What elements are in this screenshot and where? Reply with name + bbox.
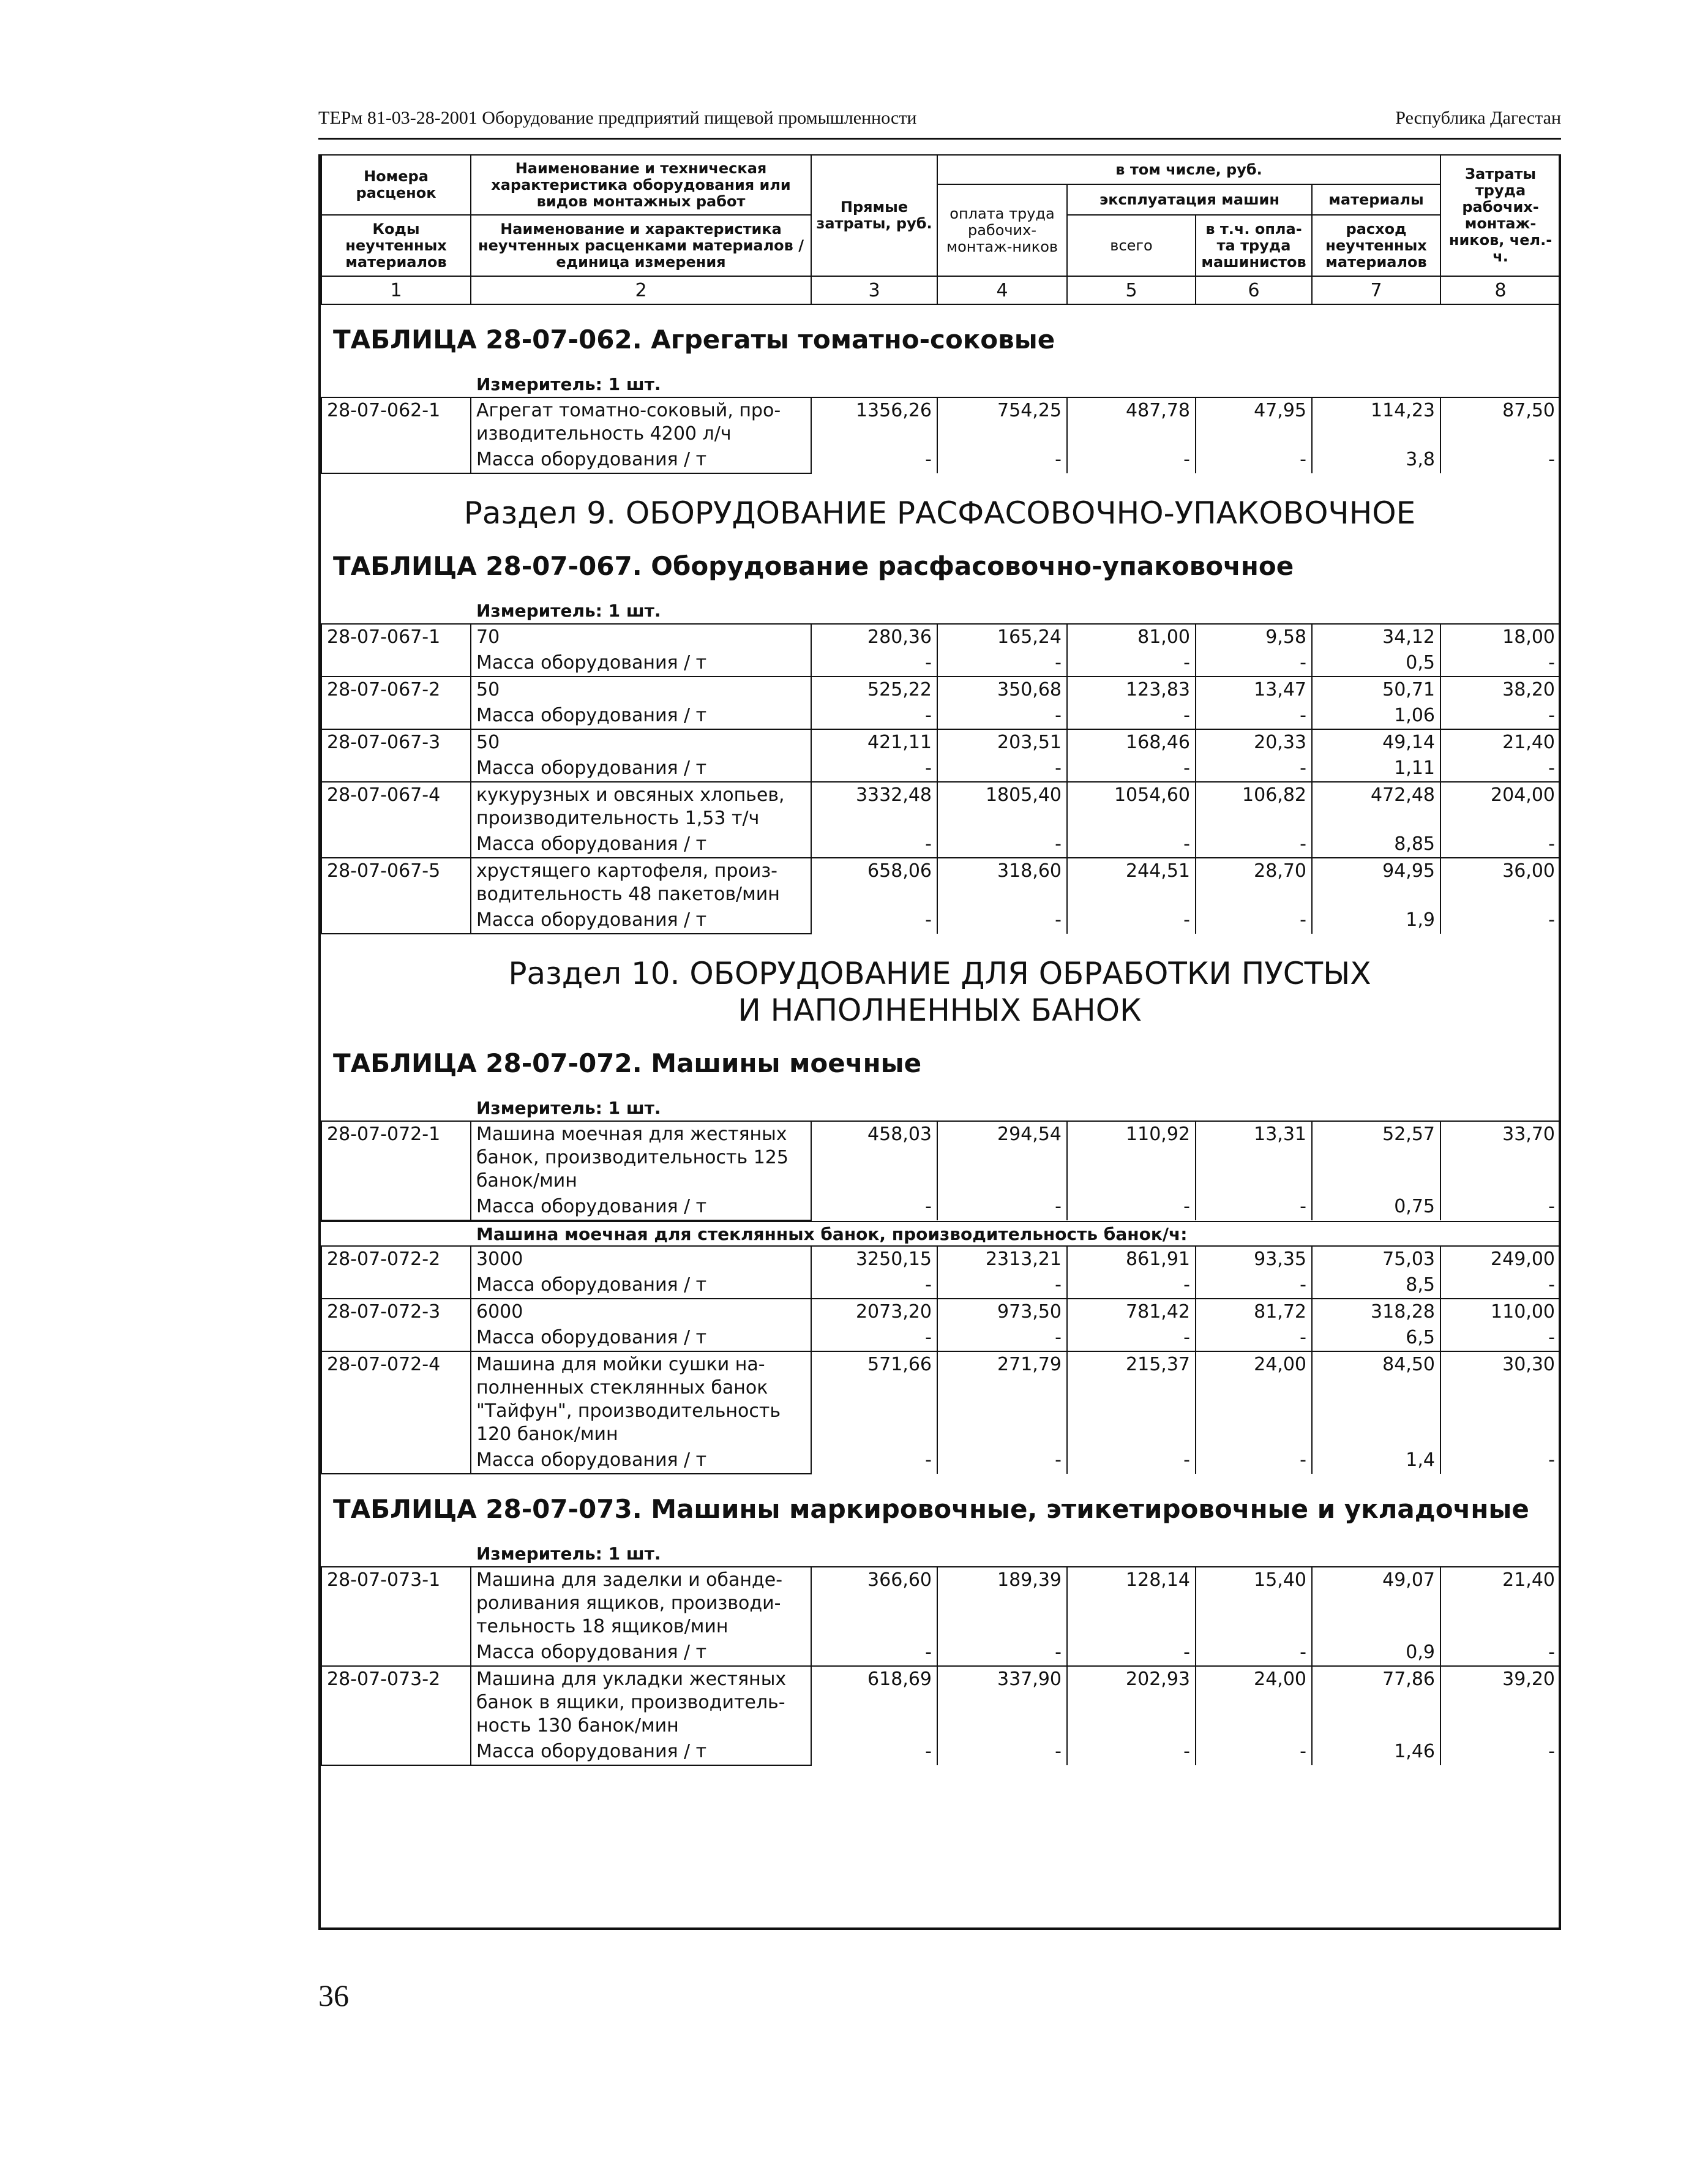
col8: Затраты труда рабочих-монтаж-ников, чел.-ч.: [1440, 155, 1560, 276]
value-col-5: 110,92: [1067, 1121, 1196, 1194]
value-col-6: 93,35: [1196, 1246, 1312, 1272]
value-col-3: 421,11: [811, 729, 937, 756]
mass-col-7: 1,9: [1312, 907, 1440, 934]
table-row: [321, 677, 1560, 703]
table-row: [321, 624, 1560, 650]
price-table: [321, 623, 1561, 934]
rate-code: 28-07-073-1: [321, 1567, 471, 1640]
description-line: изводительность 4200 л/ч: [476, 423, 732, 445]
table-row: [321, 1567, 1560, 1640]
mass-col-6: -: [1196, 907, 1312, 934]
machines-header: эксплуатация машин: [1067, 184, 1312, 215]
mass-col-3: -: [811, 1325, 937, 1351]
value-col-7: 49,07: [1312, 1567, 1440, 1640]
mass-col-6: -: [1196, 1739, 1312, 1765]
mass-col-7: 6,5: [1312, 1325, 1440, 1351]
mass-col-5: -: [1067, 831, 1196, 858]
mass-col-8: -: [1440, 1640, 1560, 1666]
value-col-6: 15,40: [1196, 1567, 1312, 1640]
value-col-4: 189,39: [937, 1567, 1067, 1640]
description-line: водительность 48 пакетов/мин: [476, 884, 780, 905]
mass-col-3: -: [811, 1272, 937, 1299]
mass-col-7: 1,46: [1312, 1739, 1440, 1765]
mass-col-6: -: [1196, 1447, 1312, 1474]
mass-col-7: 8,5: [1312, 1272, 1440, 1299]
mass-col-6: -: [1196, 1325, 1312, 1351]
value-col-5: 244,51: [1067, 858, 1196, 907]
description-line: Машина для укладки жестяных: [476, 1668, 787, 1690]
mass-col-8: -: [1440, 1447, 1560, 1474]
mass-col-5: -: [1067, 1640, 1196, 1666]
mass-code: [321, 1325, 471, 1351]
column-number-7: 7: [1312, 276, 1440, 304]
table-row: [321, 397, 1560, 447]
mass-col-7: 0,9: [1312, 1640, 1440, 1666]
table-row: [321, 1666, 1560, 1739]
column-header: [321, 154, 1561, 305]
description-line: ность 130 банок/мин: [476, 1715, 679, 1736]
mass-row: [321, 907, 1560, 934]
rate-description: [471, 1567, 811, 1640]
mass-col-5: -: [1067, 1739, 1196, 1765]
mass-col-6: -: [1196, 703, 1312, 729]
description-line: банок, производительность 125: [476, 1147, 788, 1168]
section-title: [321, 474, 1559, 531]
section-title-line: Раздел 10. ОБОРУДОВАНИЕ ДЛЯ ОБРАБОТКИ ПУСТЫХ: [508, 956, 1371, 991]
description-line: Машина моечная для жестяных: [476, 1124, 787, 1145]
rate-code: 28-07-072-1: [321, 1121, 471, 1194]
rate-description: [471, 397, 811, 447]
rate-description: [471, 729, 811, 756]
description-line: 3000: [476, 1248, 523, 1270]
col3: Прямые затраты, руб.: [811, 155, 937, 276]
value-col-5: 781,42: [1067, 1299, 1196, 1325]
mass-col-7: 3,8: [1312, 447, 1440, 473]
rate-code: 28-07-067-5: [321, 858, 471, 907]
description-line: 120 банок/мин: [476, 1424, 618, 1445]
mass-col-3: -: [811, 650, 937, 677]
mass-col-4: -: [937, 831, 1067, 858]
mass-code: [321, 907, 471, 934]
value-col-8: 39,20: [1440, 1666, 1560, 1739]
running-header: [318, 103, 1561, 140]
value-col-8: 87,50: [1440, 397, 1560, 447]
mass-label: Масса оборудования / т: [471, 1272, 811, 1299]
value-col-3: 458,03: [811, 1121, 937, 1194]
value-col-8: 204,00: [1440, 782, 1560, 831]
value-col-4: 2313,21: [937, 1246, 1067, 1272]
mass-row: [321, 831, 1560, 858]
value-col-7: 75,03: [1312, 1246, 1440, 1272]
value-col-4: 318,60: [937, 858, 1067, 907]
rate-code: 28-07-072-4: [321, 1351, 471, 1447]
column-number-6: 6: [1196, 276, 1312, 304]
price-table: [321, 1120, 1561, 1221]
value-col-7: 50,71: [1312, 677, 1440, 703]
col5: всего: [1067, 215, 1196, 276]
mass-label: Масса оборудования / т: [471, 1194, 811, 1220]
value-col-7: 114,23: [1312, 397, 1440, 447]
mass-col-7: 0,5: [1312, 650, 1440, 677]
mass-col-7: 8,85: [1312, 831, 1440, 858]
table-row: [321, 782, 1560, 831]
value-col-5: 123,83: [1067, 677, 1196, 703]
mass-col-8: -: [1440, 1739, 1560, 1765]
col4: оплата труда рабочих-монтаж-ников: [937, 184, 1067, 276]
mass-label: Масса оборудования / т: [471, 650, 811, 677]
mass-col-4: -: [937, 1272, 1067, 1299]
document-frame: [318, 154, 1561, 1930]
mass-label: Масса оборудования / т: [471, 907, 811, 934]
value-col-7: 49,14: [1312, 729, 1440, 756]
value-col-8: 249,00: [1440, 1246, 1560, 1272]
mass-row: [321, 756, 1560, 782]
description-line: Машина для заделки и обанде-: [476, 1569, 783, 1591]
table-meter: Измеритель: 1 шт.: [476, 374, 661, 394]
value-col-4: 973,50: [937, 1299, 1067, 1325]
mass-row: [321, 1272, 1560, 1299]
col6: в т.ч. опла-та труда машинистов: [1196, 215, 1312, 276]
rate-code: 28-07-072-3: [321, 1299, 471, 1325]
table-row: [321, 1299, 1560, 1325]
section-title-line: И НАПОЛНЕННЫХ БАНОК: [738, 993, 1142, 1028]
mass-label: Масса оборудования / т: [471, 1325, 811, 1351]
mass-col-3: -: [811, 1447, 937, 1474]
rate-code: 28-07-062-1: [321, 397, 471, 447]
value-col-6: 28,70: [1196, 858, 1312, 907]
value-col-7: 84,50: [1312, 1351, 1440, 1447]
value-col-7: 34,12: [1312, 624, 1440, 650]
value-col-6: 81,72: [1196, 1299, 1312, 1325]
value-col-5: 81,00: [1067, 624, 1196, 650]
mass-code: [321, 1272, 471, 1299]
mass-row: [321, 1194, 1560, 1220]
mass-label: Масса оборудования / т: [471, 1447, 811, 1474]
value-col-3: 3332,48: [811, 782, 937, 831]
value-col-4: 337,90: [937, 1666, 1067, 1739]
mass-code: [321, 703, 471, 729]
rate-code: 28-07-073-2: [321, 1666, 471, 1739]
value-col-6: 20,33: [1196, 729, 1312, 756]
column-number-4: 4: [937, 276, 1067, 304]
value-col-3: 280,36: [811, 624, 937, 650]
value-col-7: 472,48: [1312, 782, 1440, 831]
price-table: [321, 397, 1561, 474]
mass-col-7: 1,06: [1312, 703, 1440, 729]
table-title: ТАБЛИЦА 28-07-062. Агрегаты томатно-соковые: [333, 325, 1055, 355]
mass-col-3: -: [811, 831, 937, 858]
value-col-5: 215,37: [1067, 1351, 1196, 1447]
value-col-8: 21,40: [1440, 729, 1560, 756]
mass-row: [321, 1739, 1560, 1765]
mass-col-7: 1,11: [1312, 756, 1440, 782]
mass-row: [321, 1447, 1560, 1474]
mass-label: Масса оборудования / т: [471, 831, 811, 858]
value-col-8: 38,20: [1440, 677, 1560, 703]
mass-label: Масса оборудования / т: [471, 1640, 811, 1666]
rate-description: [471, 1666, 811, 1739]
value-col-3: 1356,26: [811, 397, 937, 447]
table-meter: Измеритель: 1 шт.: [476, 1098, 661, 1118]
value-col-8: 110,00: [1440, 1299, 1560, 1325]
column-number-5: 5: [1067, 276, 1196, 304]
price-table: [321, 1566, 1561, 1766]
col1-bottom: Коды неучтенных материалов: [321, 215, 471, 276]
mass-col-4: -: [937, 447, 1067, 473]
description-line: полненных стеклянных банок: [476, 1377, 768, 1398]
mass-col-3: -: [811, 907, 937, 934]
value-col-7: 77,86: [1312, 1666, 1440, 1739]
mass-col-5: -: [1067, 907, 1196, 934]
section-title-line: Раздел 9. ОБОРУДОВАНИЕ РАСФАСОВОЧНО-УПАКОВОЧНОЕ: [463, 495, 1416, 531]
mass-code: [321, 1447, 471, 1474]
mass-row: [321, 703, 1560, 729]
column-number-2: 2: [471, 276, 811, 304]
rate-code: 28-07-067-2: [321, 677, 471, 703]
header-title: ТЕРм 81-03-28-2001 Оборудование предприятий пищевой промышленности: [318, 108, 917, 128]
description-line: 50: [476, 732, 500, 753]
incl-header: в том числе, руб.: [937, 155, 1440, 184]
value-col-7: 52,57: [1312, 1121, 1440, 1194]
value-col-6: 9,58: [1196, 624, 1312, 650]
description-line: "Тайфун", производительность: [476, 1400, 781, 1422]
mass-label: Масса оборудования / т: [471, 756, 811, 782]
mass-col-4: -: [937, 1640, 1067, 1666]
description-line: банок в ящики, производитель-: [476, 1692, 785, 1713]
value-col-6: 13,31: [1196, 1121, 1312, 1194]
mass-col-6: -: [1196, 756, 1312, 782]
value-col-5: 202,93: [1067, 1666, 1196, 1739]
mass-col-4: -: [937, 1447, 1067, 1474]
value-col-4: 1805,40: [937, 782, 1067, 831]
value-col-5: 487,78: [1067, 397, 1196, 447]
header-region: Республика Дагестан: [1395, 108, 1561, 128]
mass-col-8: -: [1440, 703, 1560, 729]
mass-col-5: -: [1067, 756, 1196, 782]
value-col-8: 21,40: [1440, 1567, 1560, 1640]
mass-col-4: -: [937, 1325, 1067, 1351]
mass-col-6: -: [1196, 1194, 1312, 1220]
description-line: Агрегат томатно-соковый, про-: [476, 400, 781, 421]
table-row: [321, 1351, 1560, 1447]
mass-col-5: -: [1067, 650, 1196, 677]
rate-code: 28-07-067-1: [321, 624, 471, 650]
value-col-8: 33,70: [1440, 1121, 1560, 1194]
table-row: [321, 858, 1560, 907]
value-col-8: 30,30: [1440, 1351, 1560, 1447]
value-col-3: 571,66: [811, 1351, 937, 1447]
description-line: банок/мин: [476, 1170, 577, 1192]
mass-label: Масса оборудования / т: [471, 447, 811, 473]
mass-col-3: -: [811, 447, 937, 473]
value-col-3: 366,60: [811, 1567, 937, 1640]
value-col-8: 18,00: [1440, 624, 1560, 650]
mass-code: [321, 1739, 471, 1765]
mass-code: [321, 756, 471, 782]
rate-description: [471, 1351, 811, 1447]
mass-col-4: -: [937, 756, 1067, 782]
value-col-4: 203,51: [937, 729, 1067, 756]
mass-col-8: -: [1440, 1272, 1560, 1299]
table-title: ТАБЛИЦА 28-07-072. Машины моечные: [333, 1048, 922, 1078]
mass-col-5: -: [1067, 1194, 1196, 1220]
mass-col-8: -: [1440, 831, 1560, 858]
mass-code: [321, 650, 471, 677]
value-col-4: 165,24: [937, 624, 1067, 650]
table-title: ТАБЛИЦА 28-07-073. Машины маркировочные, этикетировочные и укладочные: [333, 1494, 1529, 1524]
value-col-3: 3250,15: [811, 1246, 937, 1272]
table-row: [321, 1121, 1560, 1194]
section-title: [321, 934, 1559, 1029]
column-number-1: 1: [321, 276, 471, 304]
col1-top: Номера расценок: [321, 155, 471, 215]
mass-col-5: -: [1067, 447, 1196, 473]
mass-code: [321, 831, 471, 858]
rate-description: [471, 1246, 811, 1272]
table-meter: Измеритель: 1 шт.: [476, 1544, 661, 1564]
column-number-8: 8: [1440, 276, 1560, 304]
rate-description: [471, 1121, 811, 1194]
mass-col-8: -: [1440, 1325, 1560, 1351]
column-number-3: 3: [811, 276, 937, 304]
rate-description: [471, 782, 811, 831]
rate-code: 28-07-067-3: [321, 729, 471, 756]
mass-col-3: -: [811, 703, 937, 729]
col7: расход неучтенных материалов: [1312, 215, 1440, 276]
mass-row: [321, 650, 1560, 677]
col2-top: Наименование и техническая характеристика оборудования или видов монтажных работ: [471, 155, 811, 215]
table-row: [321, 729, 1560, 756]
value-col-6: 47,95: [1196, 397, 1312, 447]
table-title: ТАБЛИЦА 28-07-067. Оборудование расфасовочно-упаковочное: [333, 551, 1294, 581]
value-col-5: 128,14: [1067, 1567, 1196, 1640]
mass-col-4: -: [937, 703, 1067, 729]
mass-col-8: -: [1440, 1194, 1560, 1220]
mass-row: [321, 447, 1560, 473]
mass-col-6: -: [1196, 447, 1312, 473]
mass-col-3: -: [811, 1739, 937, 1765]
group-heading: Машина моечная для стеклянных банок, производительность банок/ч:: [321, 1221, 1559, 1245]
value-col-6: 13,47: [1196, 677, 1312, 703]
rate-description: [471, 858, 811, 907]
value-col-3: 525,22: [811, 677, 937, 703]
rate-description: [471, 624, 811, 650]
mass-col-5: -: [1067, 1272, 1196, 1299]
table-meter: Измеритель: 1 шт.: [476, 601, 661, 621]
mass-col-5: -: [1067, 1447, 1196, 1474]
description-line: производительность 1,53 т/ч: [476, 808, 760, 829]
mass-col-6: -: [1196, 650, 1312, 677]
mass-col-5: -: [1067, 703, 1196, 729]
price-table: [321, 1245, 1561, 1474]
value-col-6: 24,00: [1196, 1351, 1312, 1447]
mass-col-3: -: [811, 1194, 937, 1220]
description-line: кукурузных и овсяных хлопьев,: [476, 784, 785, 806]
rate-code: 28-07-067-4: [321, 782, 471, 831]
mass-row: [321, 1325, 1560, 1351]
mass-code: [321, 1194, 471, 1220]
value-col-3: 658,06: [811, 858, 937, 907]
rate-description: [471, 1299, 811, 1325]
page-number: 36: [318, 1978, 349, 2013]
mass-col-5: -: [1067, 1325, 1196, 1351]
mass-col-8: -: [1440, 447, 1560, 473]
col2-bottom: Наименование и характеристика неучтенных расценками материалов / единица измерения: [471, 215, 811, 276]
mass-col-6: -: [1196, 1640, 1312, 1666]
value-col-5: 1054,60: [1067, 782, 1196, 831]
mass-code: [321, 447, 471, 473]
value-col-4: 294,54: [937, 1121, 1067, 1194]
rate-description: [471, 677, 811, 703]
description-line: 6000: [476, 1301, 523, 1323]
materials-header: материалы: [1312, 184, 1440, 215]
description-line: Машина для мойки сушки на-: [476, 1354, 765, 1375]
value-col-4: 350,68: [937, 677, 1067, 703]
mass-col-4: -: [937, 1194, 1067, 1220]
mass-col-4: -: [937, 650, 1067, 677]
description-line: роливания ящиков, производи-: [476, 1593, 781, 1614]
mass-col-7: 0,75: [1312, 1194, 1440, 1220]
mass-col-7: 1,4: [1312, 1447, 1440, 1474]
mass-code: [321, 1640, 471, 1666]
value-col-7: 318,28: [1312, 1299, 1440, 1325]
mass-col-3: -: [811, 756, 937, 782]
value-col-6: 24,00: [1196, 1666, 1312, 1739]
document-content: [321, 305, 1559, 1766]
value-col-7: 94,95: [1312, 858, 1440, 907]
description-line: 70: [476, 626, 500, 648]
value-col-5: 861,91: [1067, 1246, 1196, 1272]
mass-col-8: -: [1440, 756, 1560, 782]
description-line: хрустящего картофеля, произ-: [476, 860, 777, 882]
mass-col-6: -: [1196, 831, 1312, 858]
value-col-3: 2073,20: [811, 1299, 937, 1325]
mass-col-8: -: [1440, 907, 1560, 934]
value-col-6: 106,82: [1196, 782, 1312, 831]
table-row: [321, 1246, 1560, 1272]
mass-label: Масса оборудования / т: [471, 1739, 811, 1765]
description-line: 50: [476, 679, 500, 700]
mass-col-6: -: [1196, 1272, 1312, 1299]
description-line: тельность 18 ящиков/мин: [476, 1616, 729, 1637]
mass-col-8: -: [1440, 650, 1560, 677]
value-col-3: 618,69: [811, 1666, 937, 1739]
mass-label: Масса оборудования / т: [471, 703, 811, 729]
value-col-8: 36,00: [1440, 858, 1560, 907]
mass-col-4: -: [937, 1739, 1067, 1765]
mass-col-4: -: [937, 907, 1067, 934]
rate-code: 28-07-072-2: [321, 1246, 471, 1272]
mass-row: [321, 1640, 1560, 1666]
value-col-4: 754,25: [937, 397, 1067, 447]
value-col-5: 168,46: [1067, 729, 1196, 756]
value-col-4: 271,79: [937, 1351, 1067, 1447]
mass-col-3: -: [811, 1640, 937, 1666]
